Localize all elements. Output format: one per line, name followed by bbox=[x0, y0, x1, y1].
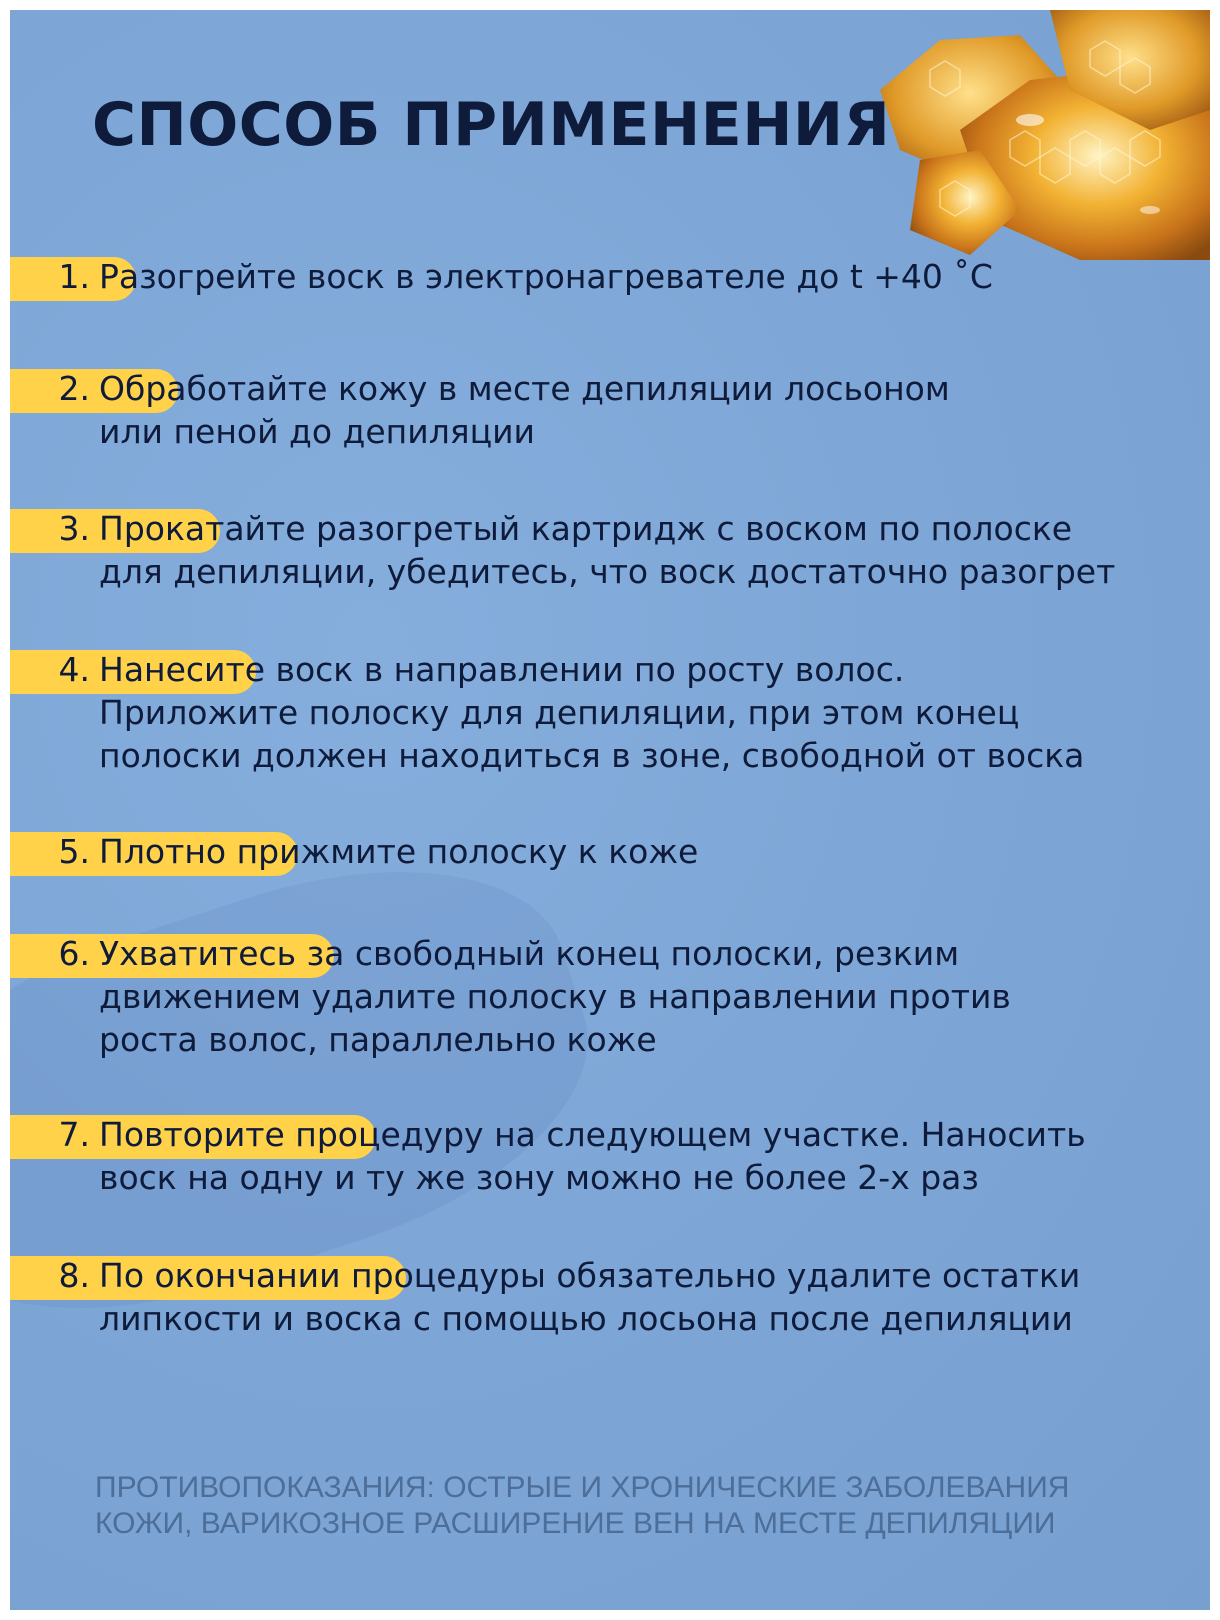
step-text: Ухватитесь за свободный конец полоски, резким движением удалите полоску в направлении против роста волос, параллельно коже bbox=[99, 934, 1011, 1059]
step-number: 7. bbox=[58, 1115, 90, 1154]
page-title: СПОСОБ ПРИМЕНЕНИЯ bbox=[92, 90, 891, 160]
step-number: 8. bbox=[58, 1256, 90, 1295]
step-number: 6. bbox=[58, 934, 90, 973]
step-number: 5. bbox=[58, 832, 90, 871]
step-text: Плотно прижмите полоску к коже bbox=[99, 832, 699, 871]
step-text: Нанесите воск в направлении по росту волос. Приложите полоску для депиляции, при этом конец полоски должен находиться в зоне, свободной от воска bbox=[99, 650, 1085, 775]
step-number: 2. bbox=[58, 369, 90, 408]
step-text: Обработайте кожу в месте депиляции лосьоном или пеной до депиляции bbox=[99, 369, 950, 451]
step-number: 3. bbox=[58, 509, 90, 548]
step-text: Повторите процедуру на следующем участке. Наносить воск на одну и ту же зону можно не более 2-х раз bbox=[99, 1115, 1086, 1197]
step-text: Прокатайте разогретый картридж с воском по полоске для депиляции, убедитесь, что воск достаточно разогрет bbox=[99, 509, 1116, 591]
step-number: 1. bbox=[58, 257, 90, 296]
step-text: По окончании процедуры обязательно удалите остатки липкости и воска с помощью лосьона после депиляции bbox=[99, 1256, 1081, 1338]
contraindications-note: ПРОТИВОПОКАЗАНИЯ: ОСТРЫЕ И ХРОНИЧЕСКИЕ ЗАБОЛЕВАНИЯ КОЖИ, ВАРИКОЗНОЕ РАСШИРЕНИЕ ВЕН НА МЕСТЕ ДЕПИЛЯЦИИ bbox=[95, 1471, 1070, 1540]
instruction-card bbox=[10, 10, 1210, 1610]
step-text: Разогрейте воск в электронагревателе до t +40 ˚С bbox=[99, 257, 993, 296]
step-number: 4. bbox=[58, 650, 90, 689]
